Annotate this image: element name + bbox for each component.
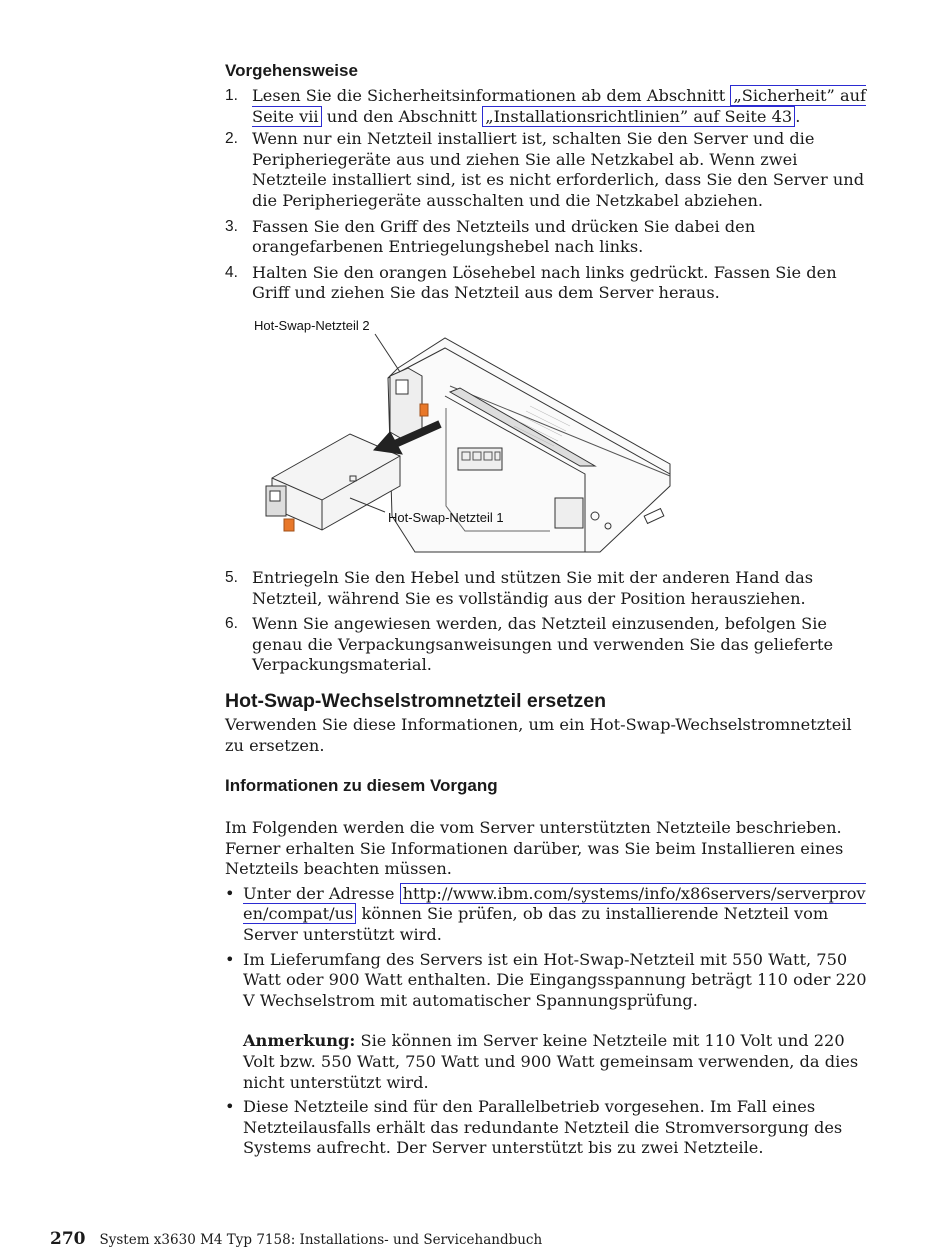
note [243,1031,875,1093]
section-intro: Verwenden Sie diese Informationen, um ein Hot-Swap-Wechselstromnetzteil zu ersetzen. [225,715,852,755]
about-content [225,818,875,1159]
step-number: 2. [225,130,238,148]
about-intro: Im Folgenden werden die vom Server unterstützten Netzteile beschrieben. Ferner erhalten Sie Informationen darüber, was Sie beim Installieren eines Netzteils beachten müssen. [225,818,844,879]
step-number: 3. [225,217,238,235]
note-text: Sie können im Server keine Netzteile mit 110 Volt und 220 Volt bzw. 550 Watt, 750 Watt und 900 Watt gemeinsam verwenden, da dies nicht unterstützt wird. [243,1031,859,1092]
bullet-symbol: • [225,1097,235,1117]
page-number: 270 [50,1229,86,1249]
link-installationsrichtlinien[interactable]: „Installationsrichtlinien” auf Seite 43 [482,106,795,127]
step-2 [225,129,875,211]
step-text: Entriegeln Sie den Hebel und stützen Sie mit der anderen Hand das Netzteil, während Sie es vollständig aus der Position herausziehen. [252,568,814,608]
step-3 [225,217,875,258]
step-number: 4. [225,263,238,281]
footer-title: System x3630 M4 Typ 7158: Installations- und Servicehandbuch [99,1232,543,1248]
step-6 [225,614,875,676]
step-number: 1. [225,87,238,104]
link-sicherheit[interactable]: „Sicherheit” auf Seite vii [252,86,867,126]
step-number: 5. [225,569,238,586]
step-text: und den Abschnitt [321,106,483,126]
label-psu-2: Hot-Swap-Netzteil 2 [254,318,370,333]
procedure-steps-top [225,86,875,304]
step-1 [225,86,875,127]
link-serverproven[interactable]: http://www.ibm.com/systems/info/x86servers/serverproven/compat/us [243,883,866,924]
note-label: Anmerkung: [243,1031,356,1051]
about-heading: Informationen zu diesem Vorgang [225,776,498,795]
bullet-text: Im Lieferumfang des Servers ist ein Hot-Swap-Netzteil mit 550 Watt, 750 Watt oder 900 Watt enthalten. Die Eingangsspannung beträgt 110 oder 220 V Wechselstrom mit automatischer Spannungsprüfung. [243,949,867,1010]
label-psu-1: Hot-Swap-Netzteil 1 [388,510,504,525]
bullet-symbol: • [225,883,235,903]
step-text: Wenn nur ein Netzteil installiert ist, schalten Sie den Server und die Peripheriegeräte aus und ziehen Sie alle Netzkabel ab. Wenn zwei Netzteile installiert sind, ist es nicht erforderlich, dass Sie den Server und die Peripheriegeräte ausschalten und die Netzkabel abziehen. [252,129,865,210]
step-text: Halten Sie den orangen Lösehebel nach links gedrückt. Fassen Sie den Griff und ziehen Sie das Netzteil aus dem Server heraus. [252,262,837,303]
page-footer [50,1229,900,1249]
step-4 [225,263,875,304]
step-text: Wenn Sie angewiesen werden, das Netzteil einzusenden, befolgen Sie genau die Verpackungsanweisungen und verwenden Sie das gelieferte Verpackungsmaterial. [252,614,834,675]
bullet-symbol: • [225,949,235,969]
section-title: Hot-Swap-Wechselstromnetzteil ersetzen [225,690,607,712]
bullet-redundancy [225,1097,875,1159]
bullet-text: Unter der Adresse [243,883,400,903]
step-number: 6. [225,615,238,633]
bullet-power-supply [225,950,875,1094]
step-text: Lesen Sie die Sicherheitsinformationen ab dem Abschnitt [252,86,731,105]
step-5 [225,568,875,609]
psu-removal-figure [250,316,672,556]
bullet-text: können Sie prüfen, ob das zu installierende Netzteil vom Server unterstützt wird. [243,904,829,944]
procedure-steps-bottom [225,568,875,676]
bullet-compatibility [225,884,875,946]
step-text: . [795,106,801,126]
procedure-heading: Vorgehensweise [225,61,358,80]
bullet-text: Diese Netzteile sind für den Parallelbetrieb vorgesehen. Im Fall eines Netzteilausfalls erhält das redundante Netzteil die Stromversorgung des Systems aufrecht. Der Server unterstützt bis zu zwei Netzteile. [243,1097,843,1158]
step-text: Fassen Sie den Griff des Netzteils und drücken Sie dabei den orangefarbenen Entriegelungshebel nach links. [252,216,756,257]
